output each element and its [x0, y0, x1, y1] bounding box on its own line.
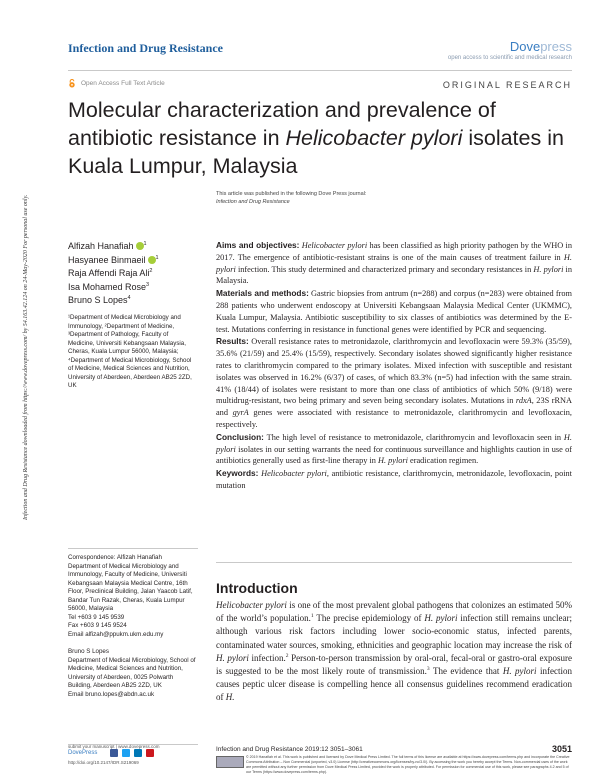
- aims-label: Aims and objectives:: [216, 240, 300, 250]
- author-list: [68, 240, 198, 308]
- text: , antibiotic resistance, clarithromycin, metronidazole, levofloxacin, point mutation: [216, 469, 572, 490]
- text: infection causes peptic ulcer disease is compelling hence all consensus guidelines recommend eradication of: [216, 666, 572, 703]
- species-name: H. pylori: [377, 456, 408, 466]
- author-name: Alfizah Hanafiah: [68, 241, 134, 251]
- author-name: Bruno S Lopes: [68, 295, 128, 306]
- author-sup: 4: [127, 295, 131, 302]
- author: [68, 267, 198, 281]
- species-name: H.: [225, 692, 235, 703]
- download-sidebar: [22, 140, 44, 520]
- article-title: [68, 96, 568, 180]
- keywords-label: Keywords:: [216, 468, 259, 479]
- correspondence-second: Bruno S Lopes Department of Medical Microbiology, School of Medicine, Medical Sciences and Nutrition, University of Aberdeen, 0025 Polwarth Building, Aberdeen AB25 2ZD, UK Email bruno.lopes@abdn.ac.uk: [68, 648, 196, 698]
- species-name: H. pylori: [216, 252, 572, 274]
- publication-note-line: This article was published in the following Dove Press journal:: [216, 191, 367, 197]
- title-italic: Helicobacter pylori: [285, 126, 463, 150]
- orcid-icon[interactable]: [136, 242, 144, 250]
- author: [68, 254, 198, 268]
- open-access-text: Open Access Full Text Article: [81, 80, 165, 87]
- author-sup: 1: [143, 241, 147, 247]
- author-sup: 3: [146, 281, 150, 288]
- species-name: H. pylori: [533, 264, 564, 274]
- correspondence-divider: [68, 548, 198, 549]
- author: [68, 281, 198, 295]
- text: in Malaysia.: [216, 264, 573, 286]
- species-name: H. pylori: [424, 613, 458, 624]
- species-name: Helicobacter pylori: [216, 600, 287, 610]
- author: [68, 240, 198, 254]
- title-part1: Molecular characterization and prevalence of antibiotic resistance in: [68, 98, 496, 150]
- species-name: Helicobacter pylori: [301, 241, 368, 250]
- citation-ref[interactable]: 2: [285, 652, 289, 659]
- publication-note: [216, 190, 516, 206]
- text: , 23S rRNA and: [216, 396, 573, 418]
- publication-note-journal: Infection and Drug Resistance: [216, 199, 290, 205]
- publisher-tagline: open access to scientific and medical research: [447, 55, 572, 61]
- license-text: © 2019 Hanafiah et al. This work is published and licensed by Dove Medical Press Limited. The full terms of this license are available at https://www.dovepress.com/terms.php and incorporate the Creative Commons Attribution – Non Commercial (unported, v3.0) License (http://creativecommons.org/licenses/by-nc/3.0/). By accessing the work you hereby accept the Terms. Non-commercial uses of the work are permitted without any further permission from Dove Medical Press Limited, provided the work is properly attributed. For permission for commercial use of this work, please see paragraphs 4.2 and 5 of our Terms (https://www.dovepress.com/terms.php).: [246, 755, 570, 774]
- author-sup: 1: [155, 254, 159, 261]
- affiliations: ¹Department of Medical Microbiology and Immunology, ²Department of Medicine, ³Department of Pathology, Faculty of Medicine, Universiti Kebangsaan Malaysia, Cheras, Kuala Lumpur 56000, Malaysia; ⁴Department of Medical Microbiology, School of Medicine, Medical Sciences and Nutrition, University of Aberdeen, Aberdeen AB25 2ZD, UK: [68, 314, 192, 389]
- author-name: Hasyanee Binmaeil: [68, 254, 146, 265]
- orcid-icon[interactable]: [148, 256, 156, 264]
- abstract-aims: [216, 240, 572, 287]
- author-sup: 2: [149, 268, 153, 275]
- text: The high level of resistance to metronidazole, clarithromycin and levofloxacin seen in: [263, 432, 564, 442]
- author-name: Raja Affendi Raja Ali: [68, 268, 150, 279]
- gene-name: gyrA: [232, 408, 249, 418]
- author: [68, 294, 198, 308]
- introduction-heading: Introduction: [216, 580, 298, 596]
- page-number: 3051: [551, 744, 572, 754]
- creative-commons-icon[interactable]: [216, 756, 244, 768]
- citation-ref[interactable]: 3: [426, 666, 430, 673]
- download-sidebar-text: Infection and Drug Resistance downloaded from https://www.dovepress.com/ by 54.163.42.124 on 24-May-2020 For personal use only.: [23, 194, 29, 520]
- dovepress-logo[interactable]: DovePress: [68, 750, 98, 756]
- title-part2: isolates in Kuala Lumpur, Malaysia: [68, 126, 564, 178]
- conclusion-label: Conclusion:: [216, 431, 264, 442]
- author-name: Isa Mohamed Rose: [68, 281, 147, 292]
- species-name: Helicobacter pylori: [261, 469, 327, 479]
- text: eradication regimen.: [407, 456, 479, 466]
- abstract: [216, 240, 572, 493]
- citation-ref[interactable]: 1: [310, 613, 314, 620]
- doi-link[interactable]: http://doi.org/10.2147/IDR.S219069: [68, 760, 139, 765]
- gene-name: rdxA: [515, 396, 532, 406]
- text: The precise epidemiology of: [313, 613, 425, 624]
- results-label: Results:: [216, 336, 249, 347]
- text: infection.: [248, 652, 286, 663]
- article-type: ORIGINAL RESEARCH: [442, 80, 572, 90]
- introduction-text: [216, 599, 572, 705]
- correspondence: Correspondence: Alfizah Hanafiah Department of Medical Microbiology and Immunology, Faculty of Medicine, Universiti Kebangsaan Malaysia Medical Centre, 16th Floor, Preclinical Building, Jalan Yaacob Latif, Bandar Tun Razak, Cheras, Kuala Lumpur 56000, Malaysia Tel +603 9 145 9539 Fax +603 9 145 9524 Email alfizah@ppukm.ukm.edu.my: [68, 554, 193, 638]
- abstract-divider: [216, 562, 572, 563]
- text: Overall resistance rates to metronidazole, clarithromycin and levofloxacin were 59.3% (35/59), 35.6% (21/59) and 25.4% (15/59), respectively. Secondary isolates showed significantly higher resistance rates to clarithromycin compared to the primary isolates. Mixed infection with susceptible and resistant isolates was observed in 16.2% (6/37) of cases, of which 83.3% (n=5) had infection with the same strain. 41% (18/44) of isolates were resistant to more than one class of antibiotics of which 50% (9/18) were multidrug-resistant, two being primary and seven being secondary isolates. Mutations in: [216, 337, 572, 406]
- text: genes were associated with resistance to metronidazole, clarithromycin and levofloxacin, respectively.: [216, 408, 573, 429]
- text: isolates in our setting warrants the need for continuous surveillance and highlights caution in use of antibiotics generally used as first-line therapy in: [216, 444, 572, 466]
- abstract-conclusion: [216, 432, 572, 467]
- text: infection still remains unclear; although various risk factors including lower socio-economic status, infected parents, contaminated water sources, smoking, ethnicities and geographic location may increase the risk of: [216, 613, 572, 650]
- abstract-keywords: [216, 468, 572, 492]
- text: has been classified as high priority pathogen by the WHO in 2017. The emergence of antibiotic-resistant strains is one of the main causes of treatment failure in: [216, 241, 572, 262]
- text: infection. This study determined and characterized primary and secondary resistances in: [235, 264, 534, 274]
- text: is one of the most prevalent global pathogens that colonizes an estimated 50% of the world’s population.: [216, 600, 572, 624]
- submit-manuscript-link[interactable]: submit your manuscript | www.dovepress.com: [68, 744, 160, 749]
- text: The evidence that: [429, 666, 503, 677]
- species-name: H. pylori: [216, 432, 572, 454]
- species-name: H. pylori: [502, 666, 537, 677]
- species-name: H. pylori: [216, 652, 249, 663]
- header-divider: [68, 70, 572, 71]
- text: Person-to-person transmission by oral-oral, fecal-oral or gastro-oral exposure is suggested to be the most likely route of transmission.: [216, 652, 572, 677]
- journal-citation: Infection and Drug Resistance 2019:12 3051–3061: [216, 746, 363, 753]
- publisher-logo: [0, 39, 572, 54]
- journal-name: Infection and Drug Resistance: [68, 41, 223, 55]
- publisher-main: Dove: [509, 39, 541, 54]
- methods-label: Materials and methods:: [216, 288, 309, 299]
- abstract-results: [216, 336, 572, 430]
- text: Gastric biopsies from antrum (n=288) and corpus (n=283) were obtained from 288 patients who underwent endoscopy at Universiti Kebangsaan Malaysia Medical Center (UKMMC), Kuala Lumpur, Malaysia. Antibiotic susceptibility to six classes of antibiotics was determined by the E-test. Mutations conferring in resistance in functional genes were identified by PCR and sequencing.: [216, 289, 572, 334]
- abstract-methods: [216, 288, 572, 335]
- publisher-suffix: press: [540, 39, 572, 54]
